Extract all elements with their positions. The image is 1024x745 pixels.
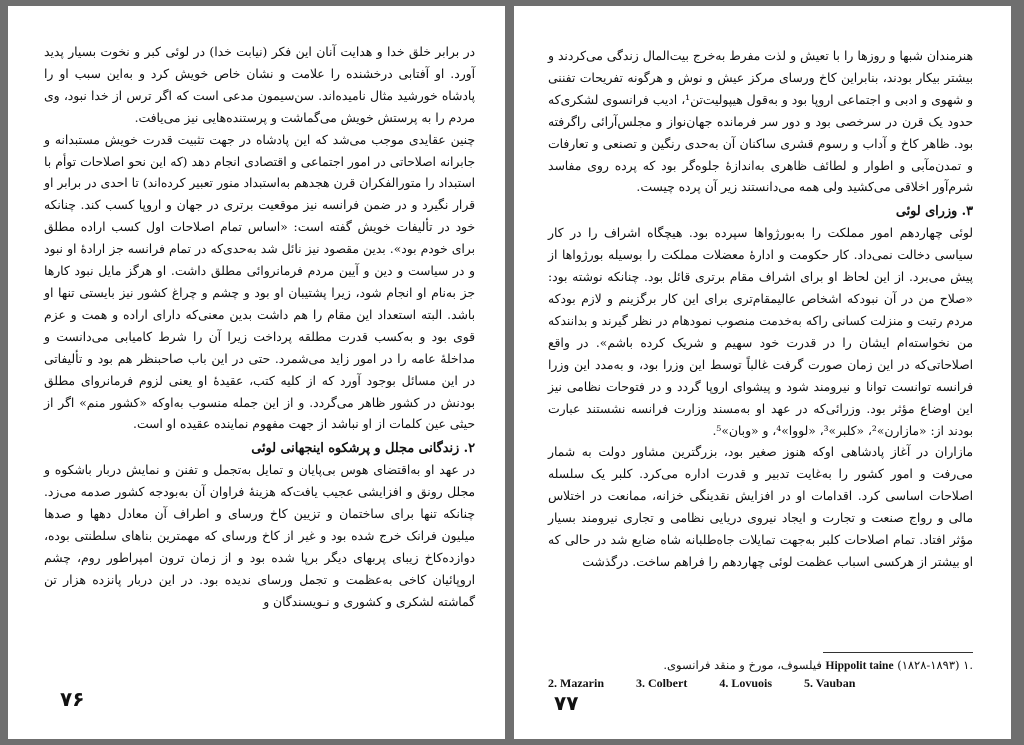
left-page [8,6,505,739]
section-heading-3: ۳. وزرای لوئی [895,204,973,220]
right-page [514,6,1011,739]
footnote-1-text: (۱۸۲۸-۱۸۹۳) فیلسوف، مورخ و منقد فرانسوی. [663,658,960,672]
page-number-left: ۷۶ [60,687,85,711]
footnote-2: 2. Mazarin [548,676,604,690]
left-paragraph-3: در عهد او به‌اقتضای هوس بی‌پایان و تمایل به‌تجمل و تفنن و نمایش دربار باشکوه و مجلل رونق و افزایشی عجیب یافت‌که هزینهٔ فراوان آن به‌بودجه کشور صدمه می‌زد. چنانکه تنها برای ساختمان و تزیین کاخ ورسای و اطراف آن معادل دهها و صدها میلیون فرانک خرج شده بود و غیر از کاخ ورسای که مهمترین بناهای سلطنتی بوده، دوازده‌کاخ زیبای پربهای دیگر برپا شده بود و از زمان ترون امپراطور روم، چشم اروپائیان کاخی به‌عظمت و تجمل ورسای ندیده بود. در این دربار پانزده هزار تن گماشته لشکری و کشوری و نـویسندگان و [44,463,475,609]
right-paragraph-2: لوئی چهاردهم امور مملکت را به‌بورژواها سپرده بود. هیچگاه اشراف را در کار سیاسی دخالت نمی‌داد. کار حکومت و ادارهٔ معضلات مملکت را بوسیله بورژواها از پیش می‌برد. از این لحاظ او برای اشراف مقام برتری قائل بود. چنانکه نوشته بود: «صلاح من در آن نبودکه اشخاص عالیمقام‌تری برای این کار برگزینم و لازم بودکه مردم رتبت و منزلت کسانی راکه به‌خدمت منصوب نمودهام در نظر گیرند و بدانندکه من نخواسته‌ام ایشان را در قدرت خود سهیم و شریک کرده باشم». در واقع اصلاحاتی‌که در این زمان صورت گرفت غالباً توسط این وزرا بود، و به‌مدد این وزرا فرانسه توانست توانا و نیرومند شود و پیشوای اروپا گردد و در فتوحات نظامی نیز این اوضاع مؤثر بود. وزرائی‌که در عهد او به‌مسند وزارت فرانسه نشستند عبارت بودند از: «مازارن»²، «کلبر»³، «لووا»⁴، و «وبان»⁵. [548,226,973,438]
footnote-5: 5. Vauban [804,676,856,690]
left-paragraph-1: در برابر خلق خدا و هدایت آنان این فکر (نیابت خدا) در لوئی کبر و نخوت بسیار پدید آورد. او آفتابی درخشنده را علامت و نشان خاص خویش کرد و به‌این سبب او را پادشاه خورشید مثال نامیده‌اند. سن‌سیمون مدعی است که اگر ترس از خدا نبود، وی مردم را به پرستش خویش می‌گماشت و پرستنده‌هایی نیز می‌یافت. [44,45,475,125]
left-paragraph-2: چنین عقایدی موجب می‌شد که این پادشاه در جهت تثبیت قدرت خویش مستبدانه و جابرانه اصلاحاتی در امور اجتماعی و اقتصادی انجام دهد (که این نحو اصلاحات توأم با استبداد را متورالفکران قرن هجدهم به‌استبداد منور تعبیر کرده‌اند) تا احدی در برابر او قرار نگیرد و در ضمن فرانسه نیز موقعیت برتری در جهان و اروپا کسب کند. چنانکه خود در تألیفات خویش گفته است: «اساس تمام اصلاحات اول کسب اراده مطلق برای خودم بود». بدین مقصود نیز نائل شد به‌حدی‌که در تمام فرانسه جز اراده‌ٔ او نبود و در سیاست و دین و آیین مردم فرمانروائی مطلق داشت. او هرگز مایل نبود کارها جز به‌نام او انجام شود، زیرا پشتیبان او بود و چشم و چراغ کشور نیز بایستی تنها او باشد. البته استعداد این مقام را هم داشت بدین معنی‌که دارای اراده و همت و عزم قوی بود و به‌کسب قدرت مطلقه پرداخت زیرا آن را شرط کامیابی می‌دانست و مداخلهٔ عامه را در امور زاید می‌شمرد. حتی در این باب صاحبنظر هم بود و تألیفاتی در این مسائل بوجود آورد که از کلیه کتب، عقیدهٔ او یعنی لزوم فرمانروای مطلق بودنش در کشور ظاهر می‌گردد. و از این جمله منسوب به‌اوکه «کشور منم» اگر از حیثی عین کلمات از او نباشد از جهت مفهوم نماینده عقیده او است. [44,132,475,432]
footnote-1 [548,657,973,675]
footnote-4: 4. Lovuois [719,676,773,690]
right-paragraph-3: مازاران در آغاز پادشاهی او‌که هنوز صغیر بود، بزرگترین مشاور دولت به شمار می‌رفت و امور کشور را به‌غایت تدبیر و قدرت اداره می‌کرد. کلبر یک سلسله اصلاحات اساسی کرد. اقدامات او در افزایش نقدینگی خزانه، ممانعت در اختلاس مالی و رواج صنعت و تجارت و ایجاد نیروی دریایی نظامی و تجاری نیرومند بسیار مؤثر افتاد. تمام اصلاحات کلبر به‌جهت تمایلات جاه‌طلبانه شاه ضایع شد در حالی که او بیشتر از هرکسی اسباب عظمت لوئی چهاردهم را فراهم ساخت. درگذشت [548,445,973,569]
section-heading-2: ۲. زندگانی مجلل و پرشکوه اینجهانی لوئی [251,441,475,457]
left-page-body [44,42,475,614]
page-number-right: ۷۷ [554,691,579,715]
footnote-divider [823,652,973,653]
right-page-body [548,46,973,574]
footnote-3: 3. Colbert [636,676,688,690]
right-paragraph-1: هنرمندان شبها و روزها را با تعیش و لذت مفرط به‌خرج بیت‌المال زندگی می‌کردند و بیشتر بیکار بودند، بنابراین کاخ ورسای مرکز عیش و نوش و هرگونه تفریحات تفننی و شهوی و ادبی و اجتماعی اروپا بود و به‌قول هیپولیت‌تن¹، ادیب فرانسوی لشکری‌که حدود یک قرن در سرخصی بود و دور سر فرمانده جهان‌نواز و مجلس‌آرائی راگرفته بود. ظاهر کاخ و آداب و رسوم قشری ساکنان آن به‌حدی رنگین و تصنعی و تعارفات و تمدن‌مآبی و اطوار و لطائف ظاهری به‌اندازهٔ جلوه‌گر بود که پرده روی مفاسد شرم‌آور اخلاقی می‌کشید ولی همه می‌دانستند زیر آن پرده چیست. [548,49,973,195]
footnotes [548,652,973,692]
footnote-1-marker: .۱ [963,658,973,672]
footnote-name-list [548,675,973,692]
footnote-1-name: Hippolit taine [825,660,894,672]
